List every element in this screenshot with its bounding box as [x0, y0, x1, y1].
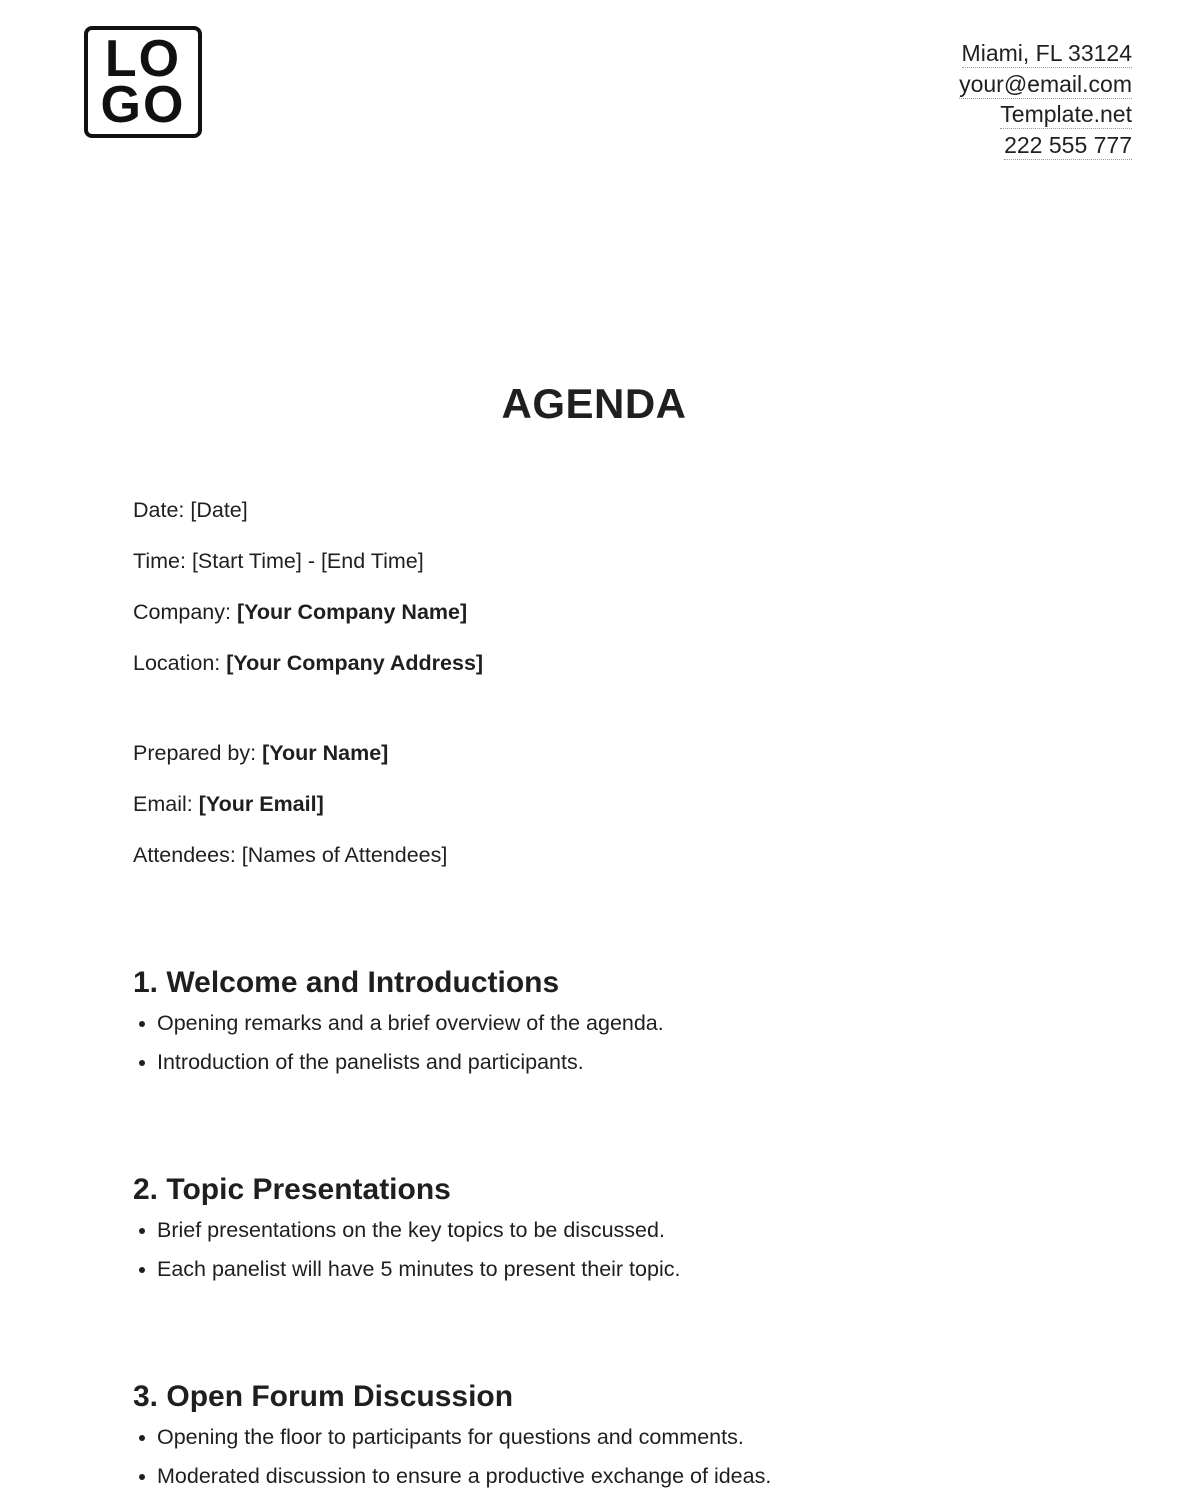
list-item [133, 1047, 664, 1086]
bullet-dot-icon [139, 1435, 145, 1441]
contact-address: Miami, FL 33124 [961, 40, 1132, 66]
list-item-text: Each panelist will have 5 minutes to present their topic. [157, 1257, 681, 1281]
section-list-forum [133, 1422, 771, 1500]
logo-text-top: LO [104, 30, 182, 88]
meta-time-value: [Start Time] - [End Time] [191, 549, 424, 573]
company-logo [84, 26, 202, 138]
list-item-text: Opening the floor to participants for questions and comments. [157, 1425, 744, 1449]
meta-prepared-label: Prepared by: [133, 741, 257, 765]
meta-prepared-value: [Your Name] [262, 741, 389, 765]
contact-phone-line [959, 130, 1132, 161]
meta-email [133, 789, 324, 819]
meta-attendees-label: Attendees: [133, 843, 236, 867]
section-heading-welcome: 1. Welcome and Introductions [133, 966, 560, 999]
contact-website[interactable]: Template.net [1000, 101, 1132, 127]
meta-location [133, 648, 483, 678]
meta-email-label: Email: [133, 792, 193, 816]
bullet-dot-icon [139, 1228, 145, 1234]
list-item-text: Opening remarks and a brief overview of the agenda. [157, 1011, 664, 1035]
contact-email-line [959, 69, 1132, 100]
list-item-text: Brief presentations on the key topics to be discussed. [157, 1218, 665, 1242]
list-item [133, 1008, 664, 1047]
meta-email-value: [Your Email] [198, 792, 324, 816]
contact-website-line [959, 99, 1132, 130]
contact-block [959, 38, 1132, 160]
logo-text-bottom: GO [100, 76, 186, 134]
section-heading-forum: 3. Open Forum Discussion [133, 1380, 514, 1413]
document-title: AGENDA [501, 380, 687, 427]
meta-date-value: [Date] [190, 498, 248, 522]
contact-phone: 222 555 777 [1004, 131, 1132, 158]
list-item-text: Introduction of the panelists and participants. [157, 1050, 584, 1074]
bullet-dot-icon [139, 1474, 145, 1480]
meta-time [133, 546, 424, 576]
list-item [133, 1215, 680, 1254]
meta-date [133, 495, 248, 525]
section-list-topics [133, 1215, 680, 1293]
list-item [133, 1422, 771, 1461]
meta-attendees-value: [Names of Attendees] [241, 843, 448, 867]
section-heading-topics: 2. Topic Presentations [133, 1173, 451, 1206]
meta-location-value: [Your Company Address] [226, 651, 484, 675]
meta-company-label: Company: [133, 600, 231, 624]
list-item-text: Moderated discussion to ensure a productive exchange of ideas. [157, 1464, 772, 1488]
meta-company [133, 597, 467, 627]
contact-email[interactable]: your@email.com [959, 70, 1132, 97]
meta-time-label: Time: [133, 549, 186, 573]
bullet-dot-icon [139, 1060, 145, 1066]
bullet-dot-icon [139, 1021, 145, 1027]
bullet-dot-icon [139, 1267, 145, 1273]
meta-prepared-by [133, 738, 388, 768]
meta-company-value: [Your Company Name] [236, 600, 468, 624]
section-list-welcome [133, 1008, 664, 1086]
meta-date-label: Date: [133, 498, 185, 522]
meta-location-label: Location: [133, 651, 221, 675]
list-item [133, 1254, 680, 1293]
list-item [133, 1461, 771, 1500]
contact-address-line [959, 38, 1132, 69]
meta-attendees [133, 840, 447, 870]
